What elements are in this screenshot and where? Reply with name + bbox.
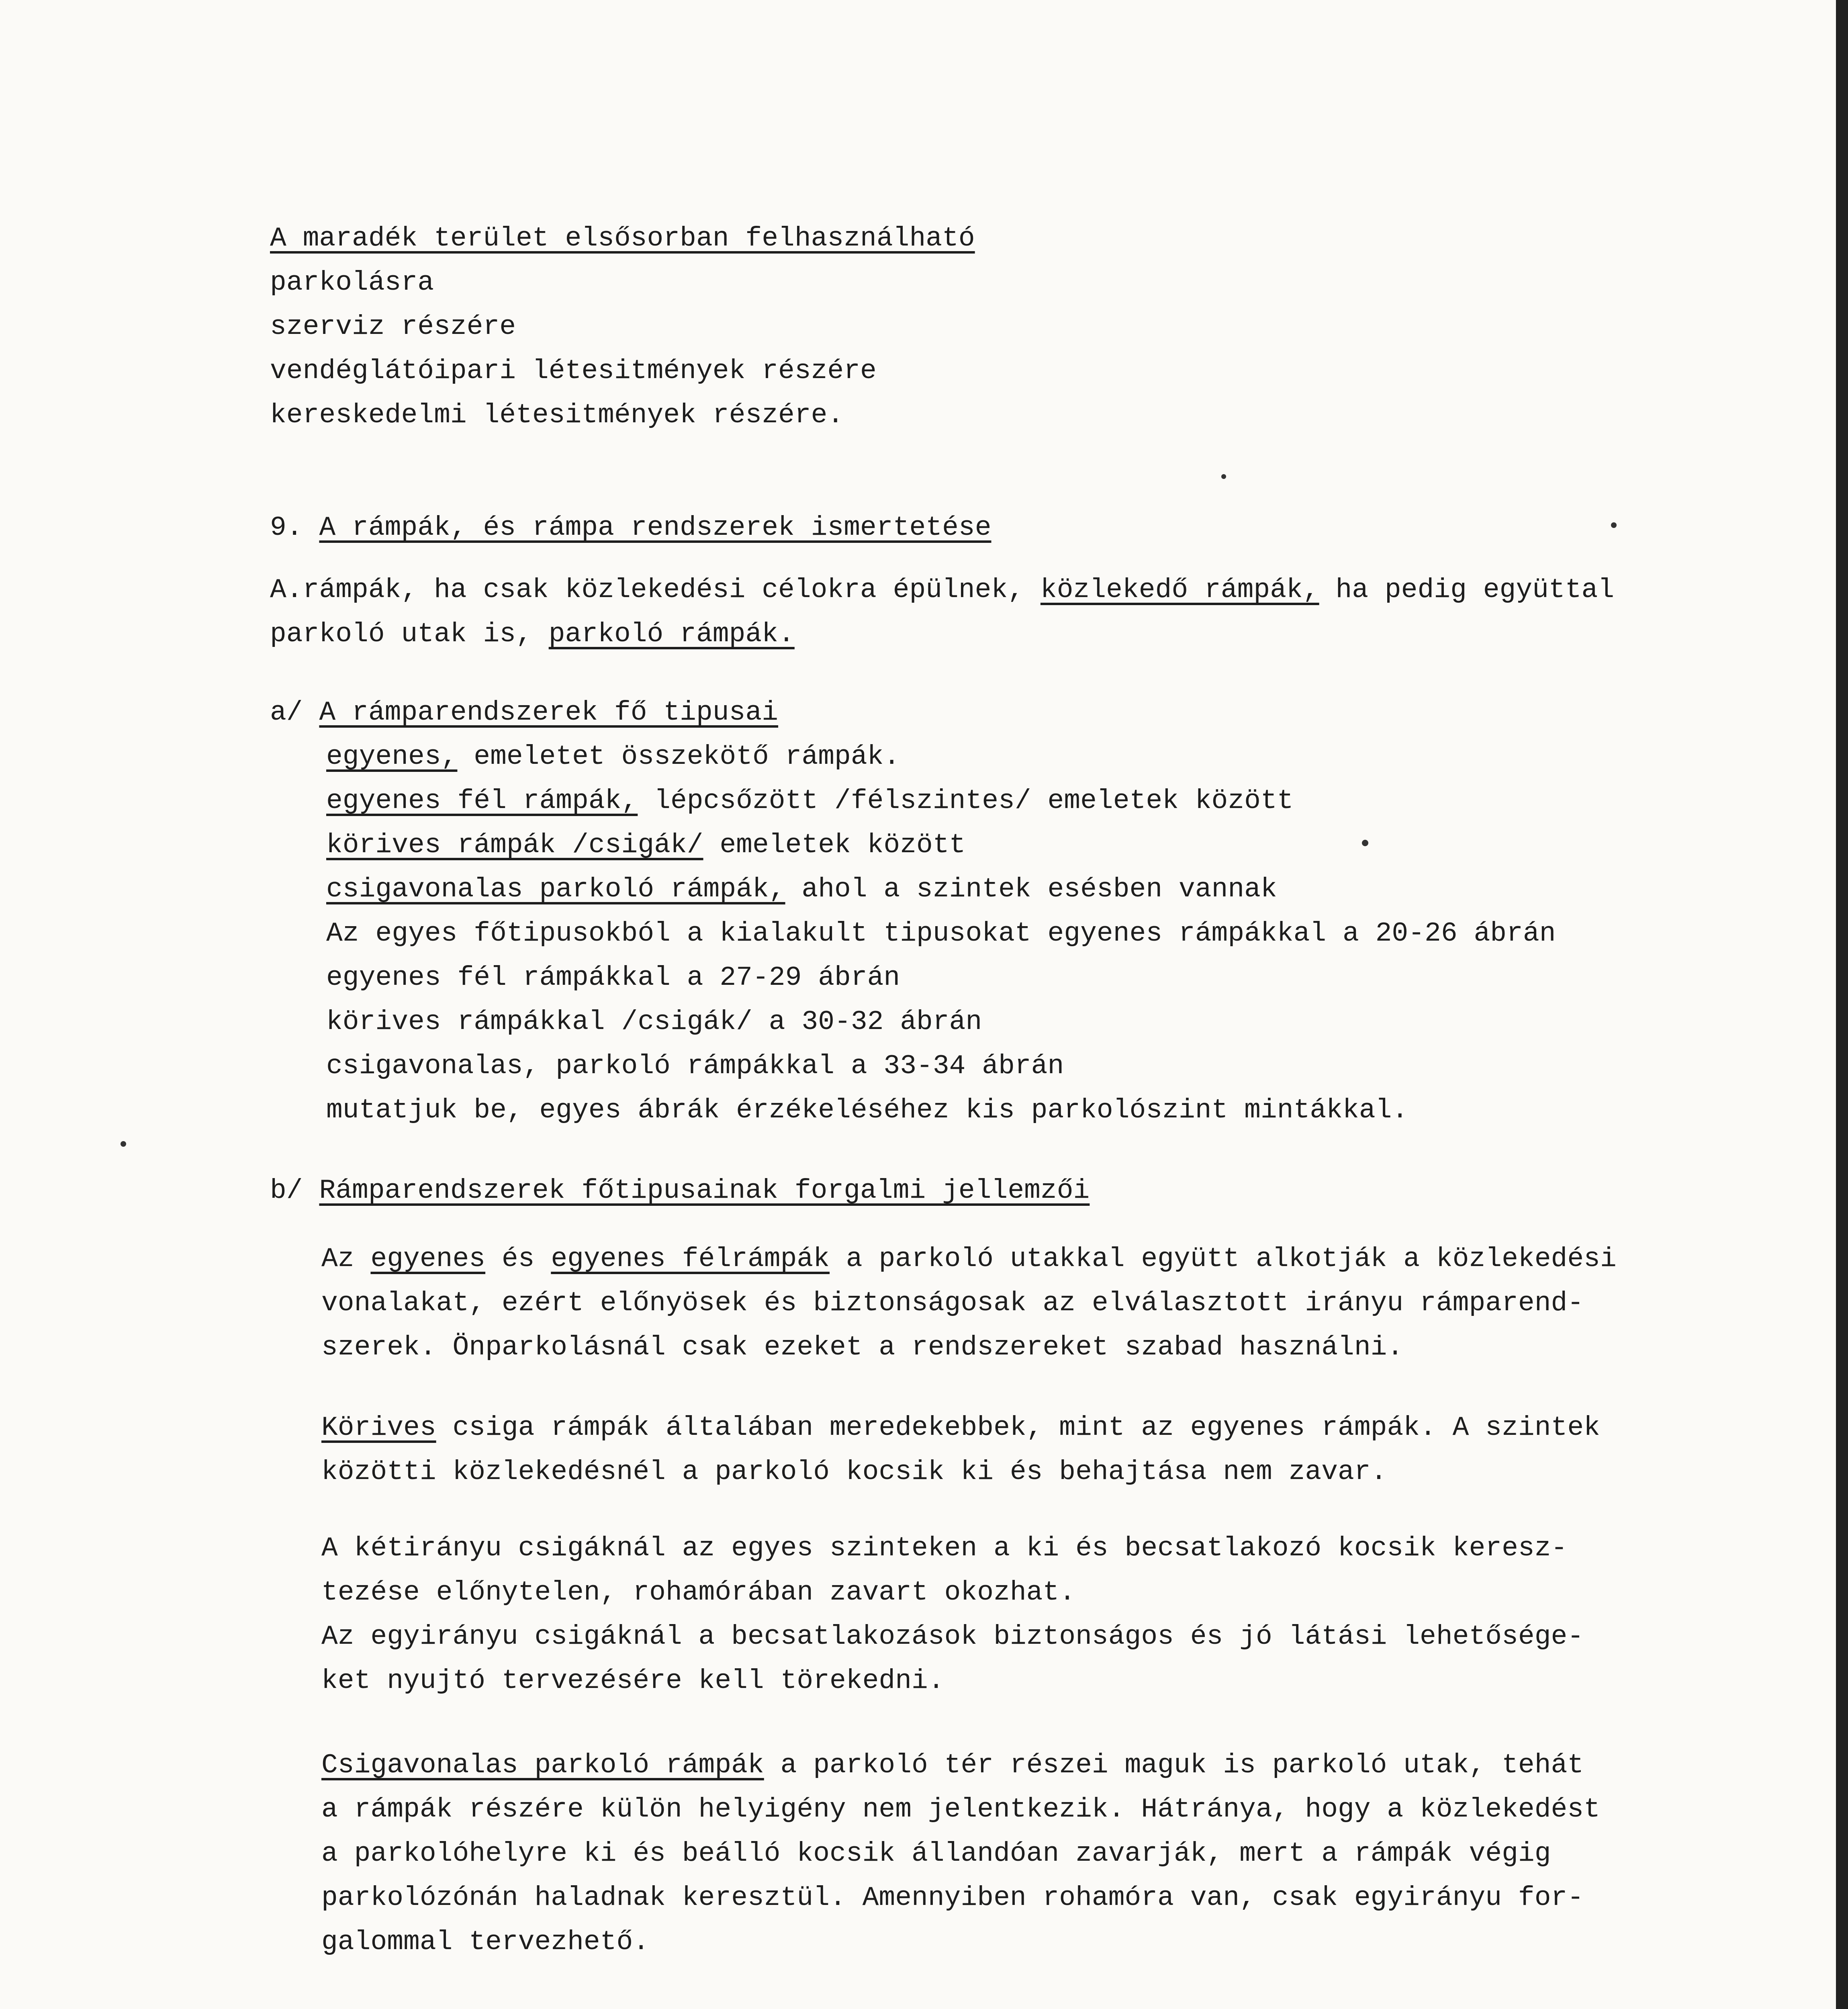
sub-a-line: egyenes fél rámpákkal a 27-29 ábrán <box>326 962 900 993</box>
section9-number: 9. <box>270 512 303 543</box>
sub-b-line: A kétirányu csigáknál az egyes szinteken a ki és becsatlakozó kocsik keresz- <box>321 1533 1568 1564</box>
intro-item: kereskedelmi létesitmények részére. <box>270 400 844 431</box>
sub-b-line: Az egyenes és egyenes félrámpák a parkoló utakkal együtt alkotják a közlekedési <box>321 1244 1617 1275</box>
intro-item: vendéglátóipari létesitmények részére <box>270 356 877 387</box>
sub-a-line: csigavonalas, parkoló rámpákkal a 33-34 ábrán <box>326 1051 1064 1082</box>
sub-b-line: Az egyirányu csigáknál a becsatlakozások biztonságos és jó látási lehetősége- <box>321 1621 1584 1652</box>
sub-b-line: közötti közlekedésnél a parkoló kocsik ki és behajtása nem zavar. <box>321 1457 1387 1487</box>
intro-item: parkolásra <box>270 267 434 298</box>
scan-speck <box>1611 522 1617 528</box>
section9-heading <box>270 514 991 542</box>
sub-b-line: Csigavonalas parkoló rámpák a parkoló tér részei maguk is parkoló utak, tehát <box>321 1750 1584 1781</box>
scan-edge <box>1836 0 1848 2009</box>
scan-speck <box>1362 840 1368 846</box>
sub-b-line: tezése előnytelen, rohamórában zavart okozhat. <box>321 1577 1076 1608</box>
intro-item: szerviz részére <box>270 311 516 342</box>
section9-title: A rámpák, és rámpa rendszerek ismertetése <box>319 512 991 543</box>
sub-a-line: mutatjuk be, egyes ábrák érzékeléséhez kis parkolószint mintákkal. <box>326 1095 1408 1126</box>
sub-a-line: Az egyes főtipusokból a kialakult tipusokat egyenes rámpákkal a 20-26 ábrán <box>326 918 1556 949</box>
sub-b-heading: b/ Rámparendszerek főtipusainak forgalmi jellemzői <box>270 1175 1090 1206</box>
sub-a-line: egyenes, emeletet összekötő rámpák. <box>326 741 900 772</box>
section9-paragraph-line: parkoló utak is, parkoló rámpák. <box>270 619 795 650</box>
sub-a-line: körives rámpákkal /csigák/ a 30-32 ábrán <box>326 1007 982 1037</box>
sub-b-line: parkolózónán haladnak keresztül. Amennyiben rohamóra van, csak egyirányu for- <box>321 1882 1584 1913</box>
sub-a-line: csigavonalas parkoló rámpák, ahol a szintek esésben vannak <box>326 874 1277 905</box>
sub-b-line: ket nyujtó tervezésére kell törekedni. <box>321 1665 944 1696</box>
sub-a-line: körives rámpák /csigák/ emeletek között <box>326 830 966 861</box>
sub-b-line: Körives csiga rámpák általában meredekebbek, mint az egyenes rámpák. A szintek <box>321 1412 1600 1443</box>
scan-speck <box>121 1141 126 1147</box>
sub-b-line: a rámpák részére külön helyigény nem jelentkezik. Hátránya, hogy a közlekedést <box>321 1794 1600 1825</box>
section9-paragraph-line: A.rámpák, ha csak közlekedési célokra épülnek, közlekedő rámpák, ha pedig együttal <box>270 575 1615 606</box>
sub-b-line: vonalakat, ezért előnyösek és biztonságosak az elválasztott irányu rámparend- <box>321 1288 1584 1319</box>
sub-b-line: szerek. Önparkolásnál csak ezeket a rendszereket szabad használni. <box>321 1332 1404 1363</box>
sub-a-line: egyenes fél rámpák, lépcsőzött /félszintes/ emeletek között <box>326 786 1294 816</box>
intro-heading: A maradék terület elsősorban felhasználható <box>270 223 975 254</box>
sub-b-line: galommal tervezhető. <box>321 1927 650 1958</box>
sub-a-heading: a/ A rámparendszerek fő tipusai <box>270 697 779 728</box>
scan-speck <box>1221 474 1226 479</box>
sub-b-line: a parkolóhelyre ki és beálló kocsik állandóan zavarják, mert a rámpák végig <box>321 1838 1551 1869</box>
